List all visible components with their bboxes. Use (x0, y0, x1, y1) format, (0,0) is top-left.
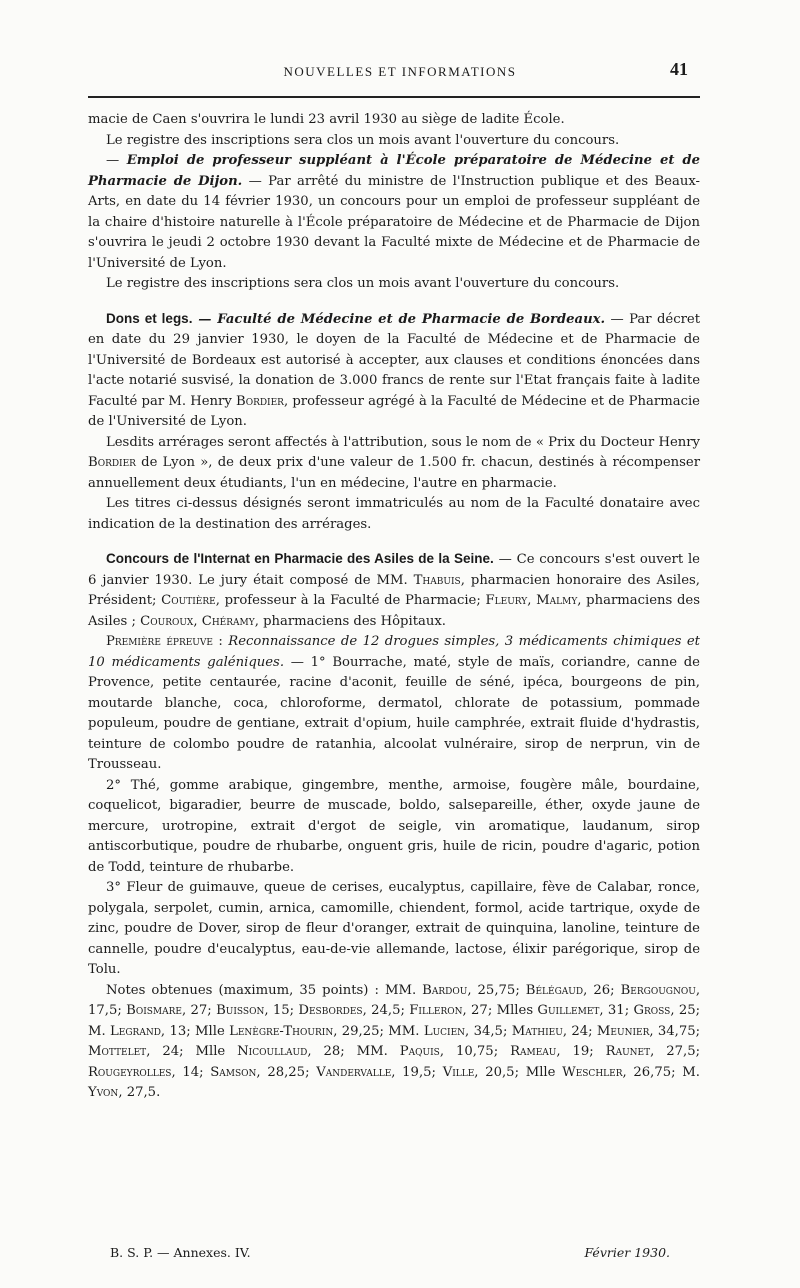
grade-entry: Desbordes, 24,5; (298, 1003, 410, 1018)
candidate-name: Legrand (110, 1023, 161, 1039)
candidate-score: 27 (190, 1003, 208, 1018)
candidate-name: Guillemet (537, 1003, 600, 1018)
page-footer (110, 1245, 670, 1260)
candidate-name: Filleron (409, 1003, 463, 1018)
emploi-heading: Emploi de professeur suppléant à l'École préparatoire de Médecine et de Pharmacie de Dijon. (88, 153, 700, 189)
grade-entry: Mlle Lenègre-Thourin, 29,25; (195, 1023, 389, 1039)
candidate-score: 29,25 (341, 1023, 380, 1039)
candidate-name: Lucien (423, 1023, 466, 1039)
candidate-score: 31 (607, 1003, 625, 1018)
grade-entry: Samson, 28,25; (210, 1064, 317, 1080)
grade-entry: Filleron, 27; (409, 1003, 497, 1018)
grade-entry: Mlles Guillemet, 31; (496, 1003, 634, 1018)
grade-entry: Mlle Nicoullaud, 28; (195, 1044, 357, 1059)
paragraph-prix: Lesdits arrérages seront affectés à l'attribution, sous le nom de « Prix du Docteur Henry Bordier de Lyon », de deux prix d'une valeur de 1.500 fr. chacun, destinés à récompenser annuellement deux étudiants, l'un en médecine, l'autre en pharmacie. (88, 434, 700, 491)
candidate-score: 27,5 (126, 1085, 157, 1100)
candidate-name: Paquis (399, 1044, 440, 1059)
footer-date: Février 1930. (584, 1245, 670, 1260)
footer-reference: B. S. P. — Annexes. IV. (110, 1245, 251, 1260)
candidate-name: Yvon (88, 1085, 119, 1100)
candidate-score: 26 (593, 982, 611, 998)
paragraph-registre-caen: Le registre des inscriptions sera clos un mois avant l'ouverture du concours. (106, 132, 620, 148)
candidate-name: Bardou (422, 982, 468, 998)
concours-heading: Concours de l'Internat en Pharmacie des Asiles de la Seine. (106, 551, 494, 566)
candidate-name: Buisson (216, 1003, 265, 1018)
candidate-score: 25 (678, 1003, 696, 1018)
grade-entry: Gross, 25; (633, 1003, 701, 1018)
candidate-name: Raunet (605, 1044, 651, 1059)
candidate-score: 25,75 (477, 982, 516, 998)
candidate-name: Meunier (596, 1023, 650, 1039)
grade-entry: MM. Lucien, 34,5; (388, 1023, 512, 1039)
grade-entry: Rameau, 19; (510, 1044, 606, 1059)
candidate-name: Desbordes (298, 1003, 363, 1018)
candidate-name: Mottelet (88, 1044, 147, 1059)
candidate-score: 34,5 (473, 1023, 503, 1039)
grade-entry: Vandervalle, 19,5; (316, 1064, 443, 1080)
candidate-score: 19,5 (402, 1064, 432, 1080)
epreuve-label: Première épreuve (106, 634, 213, 649)
candidate-name: Lenègre-Thourin (229, 1023, 334, 1039)
grade-entry: Bélégaud, 26; (525, 982, 621, 998)
candidate-name: Weschler (562, 1064, 623, 1080)
paragraph-concours: Concours de l'Internat en Pharmacie des Asiles de la Seine. — Ce concours s'est ouvert le 6 janvier 1930. Le jury était composé de MM. Thabuis, pharmacien honoraire des Asiles, Président; Coutière, professeur à la Faculté de Pharmacie; Fleury, Malmy, pharmaciens des Asiles ; Couroux, Chéramy, pharmaciens des Hôpitaux. (88, 551, 700, 629)
running-title: NOUVELLES ET INFORMATIONS (283, 64, 517, 79)
grade-entry: Mottelet, 24; (88, 1044, 196, 1059)
dons-subheading: — Faculté de Médecine et de Pharmacie de Bordeaux. (192, 311, 606, 327)
candidate-name: Rougeyrolles (88, 1064, 172, 1080)
grade-entry: Buisson, 15; (216, 1003, 299, 1018)
paragraph-epreuve: Première épreuve : Reconnaissance de 12 drogues simples, 3 médicaments chimiques et 10 médicaments galéniques. — 1° Bourrache, maté, style de maïs, coriandre, canne de Provence, petite centaurée, racine d'aconit, feuille de séné, ipéca, bourgeons de pin, moutarde blanche, coca, chloroforme, dermatol, chlorate de potassium, pommade populeum, poudre de gentiane, extrait d'opium, huile camphrée, extrait fluide d'hydrastis, teinture de colombo poudre de ratanhia, alcoolat vulnéraire, sirop de nerprun, vin de Trousseau. (88, 634, 700, 772)
candidate-score: 13 (169, 1023, 187, 1039)
candidate-name: Boismare (126, 1003, 182, 1018)
grade-entry: Bergougnou, 17,5; (88, 982, 701, 1018)
paragraph-notes: Notes obtenues (maximum, 35 points) : MM. Bardou, 25,75; Bélégaud, 26; Bergougnou, 17,5; Boismare, 27; Buisson, 15; Desbordes, 24,5; Filleron, 27; Mlles Guillemet, 31; Gross, 25; M. Legrand, 13; Mlle Lenègre-Thourin, 29,25; MM. Lucien, 34,5; Mathieu, 24; Meunier, 34,75; Mottelet, 24; Mlle Nicoullaud, 28; MM. Paquis, 10,75; Rameau, 19; Raunet, 27,5; Rougeyrolles, 14; Samson, 28,25; Vandervalle, 19,5; Ville, 20,5; Mlle Weschler, 26,75; M. Yvon, 27,5. (88, 982, 701, 1100)
candidate-score: 27 (471, 1003, 488, 1018)
candidate-score: 28 (323, 1044, 341, 1059)
candidate-score: 26,75 (633, 1064, 672, 1080)
candidate-score: 19 (572, 1044, 590, 1059)
paragraph-dons: Dons et legs. — Faculté de Médecine et de Pharmacie de Bordeaux. — Par décret en date du 29 janvier 1930, le doyen de la Faculté de Médecine et de Pharmacie de l'Université de Bordeaux est autorisé à accepter, aux clauses et conditions énoncées dans l'acte notarié susvisé, la donation de 3.000 francs de rente sur l'Etat français faite à ladite Faculté par M. Henry Bordier, professeur agrégé à la Faculté de Médecine et de Pharmacie de l'Université de Lyon. (88, 310, 701, 429)
grade-entry: M. Legrand, 13; (88, 1023, 196, 1039)
paragraph-list-2: 2° Thé, gomme arabique, gingembre, menthe, armoise, fougère mâle, bourdaine, coquelicot, bigaradier, beurre de muscade, boldo, salsepareille, éther, oxyde jaune de mercure, urotropine, extrait d'ergot de seigle, vin aromatique, laudanum, sirop antiscorbutique, poudre de rhubarbe, onguent gris, huile de ricin, poudre d'agaric, potion de Todd, teinture de rhubarbe. (88, 777, 700, 875)
candidate-name: Nicoullaud (237, 1044, 308, 1059)
paragraph-caen: macie de Caen s'ouvrira le lundi 23 avril 1930 au siège de ladite École. (88, 112, 565, 127)
candidate-score: 24 (571, 1023, 589, 1039)
candidate-name: Bélégaud (525, 982, 584, 998)
grade-entry: Raunet, 27,5; (605, 1044, 701, 1059)
dons-heading: Dons et legs. (106, 310, 193, 326)
grade-entry: M. Yvon, 27,5. (88, 1064, 700, 1100)
candidate-score: 20,5 (485, 1064, 515, 1080)
grade-entry: Mathieu, 24; (511, 1023, 597, 1039)
candidate-name: Bergougnou (620, 982, 696, 998)
article-body (88, 110, 700, 1104)
page-number: 41 (670, 59, 688, 79)
grade-entry: Rougeyrolles, 14; (88, 1064, 211, 1080)
grade-entry: MM. Paquis, 10,75; (356, 1044, 511, 1059)
candidate-score: 27,5 (666, 1044, 696, 1059)
candidate-score: 28,25 (267, 1064, 306, 1080)
candidate-score: 15 (272, 1003, 290, 1018)
grade-entry: Meunier, 34,75; (596, 1023, 701, 1039)
grades-list (88, 983, 700, 1101)
paragraph-registre-dijon: Le registre des inscriptions sera clos un mois avant l'ouverture du concours. (106, 276, 620, 291)
candidate-name: Gross (633, 1003, 671, 1018)
candidate-name: Ville (442, 1064, 475, 1080)
paragraph-list-3: 3° Fleur de guimauve, queue de cerises, eucalyptus, capillaire, fève de Calabar, ronce, polygala, serpolet, cumin, arnica, camomille, chiendent, formol, acide tartrique, oxyde de zinc, poudre de Dover, sirop de fleur d'oranger, extrait de quinquina, lanoline, teinture de cannelle, poudre d'eucalyptus, eau-de-vie allemande, lactose, élixir parégorique, sirop de Tolu. (88, 880, 700, 977)
grade-entry: Mlle Weschler, 26,75; (525, 1064, 683, 1080)
paragraph-titres: Les titres ci-dessus désignés seront immatriculés au nom de la Faculté donataire avec indication de la destination des arrérages. (88, 496, 700, 532)
candidate-score: 24 (162, 1044, 180, 1059)
header-rule (88, 96, 700, 98)
candidate-score: 34,75 (657, 1023, 696, 1039)
candidate-score: 10,75 (455, 1044, 494, 1059)
candidate-score: 24,5 (371, 1003, 401, 1018)
candidate-name: Mathieu (511, 1023, 563, 1039)
candidate-score: 14 (182, 1064, 200, 1080)
grade-entry: Boismare, 27; (126, 1003, 217, 1018)
candidate-name: Rameau (510, 1044, 557, 1059)
candidate-score: 17,5 (88, 1003, 118, 1018)
grade-entry: Ville, 20,5; (442, 1064, 526, 1080)
candidate-name: Vandervalle (316, 1064, 392, 1080)
candidate-name: Samson (210, 1064, 257, 1080)
paragraph-emploi: — Emploi de professeur suppléant à l'École préparatoire de Médecine et de Pharmacie de Dijon. — Par arrêté du ministre de l'Instruction publique et des Beaux-Arts, en date du 14 février 1930, un concours pour un emploi de professeur suppléant de la chaire d'histoire naturelle à l'École préparatoire de Médecine et de Pharmacie de Dijon s'ouvrira le jeudi 2 octobre 1930 devant la Faculté mixte de Médecine et de Pharmacie de l'Université de Lyon. (88, 153, 700, 271)
grade-entry: Bardou, 25,75; (422, 982, 526, 998)
